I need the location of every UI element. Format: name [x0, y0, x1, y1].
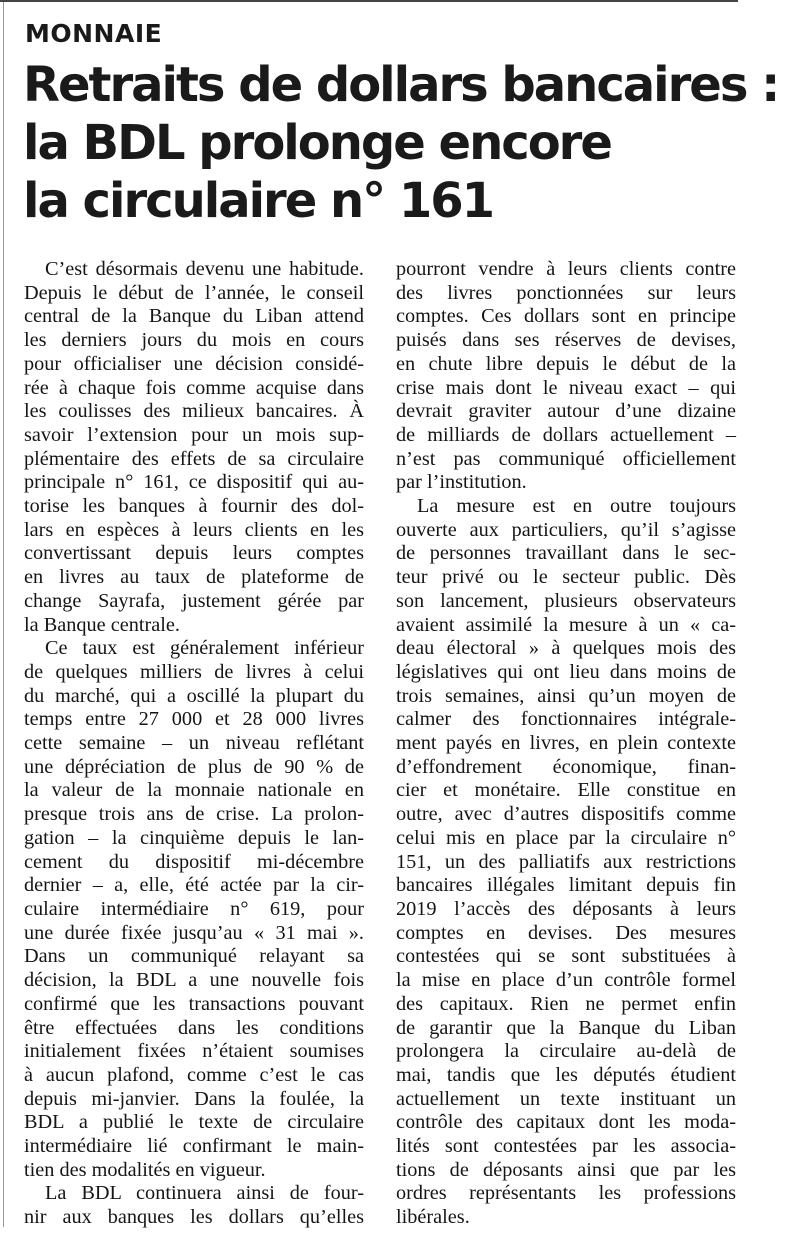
- text-line: ordres représentants les professions: [396, 1182, 736, 1205]
- text-line: Dans un communiqué relayant sa: [24, 945, 364, 968]
- text-line: celui mis en place par la circulaire n°: [396, 826, 736, 849]
- article-paragraph: [24, 258, 364, 637]
- text-line: central de la Banque du Liban attend: [24, 305, 364, 328]
- text-line: n’est pas communiqué officiellement: [396, 447, 736, 470]
- text-line: outre, avec d’autres dispositifs comme: [396, 803, 736, 826]
- text-line: cement du dispositif mi-décembre: [24, 850, 364, 873]
- text-line: une dépréciation de plus de 90 % de: [24, 755, 364, 778]
- text-line: législatives qui ont lieu dans moins de: [396, 660, 736, 683]
- text-line: des livres ponctionnées sur leurs: [396, 281, 736, 304]
- text-line: intermédiaire lié confirmant le main-: [24, 1135, 364, 1158]
- article-paragraph: [396, 258, 736, 495]
- article-paragraph: [396, 495, 736, 1230]
- text-line: prolongera la circulaire au-delà de: [396, 1040, 736, 1063]
- text-line: contestées qui se sont substituées à: [396, 945, 736, 968]
- text-line: convertissant depuis leurs comptes: [24, 542, 364, 565]
- text-line: presque trois ans de crise. La prolon-: [24, 803, 364, 826]
- text-line: décision, la BDL a une nouvelle fois: [24, 969, 364, 992]
- text-line: lars en espèces à leurs clients en les: [24, 518, 364, 541]
- text-line: 151, un des palliatifs aux restrictions: [396, 850, 736, 873]
- headline-line: la BDL prolonge encore: [23, 115, 611, 171]
- text-line: avaient assimilé la mesure à un « ca-: [396, 613, 736, 636]
- text-line: ment payés en livres, en plein contexte: [396, 732, 736, 755]
- section-rubric: MONNAIE: [25, 19, 163, 48]
- article-paragraph: [24, 637, 364, 1182]
- text-line: Ce taux est généralement inférieur: [45, 637, 364, 660]
- text-line: trois semaines, ainsi qu’un moyen de: [396, 684, 736, 707]
- text-line: comptes. Ces dollars sont en principe: [396, 305, 736, 328]
- text-line: mai, tandis que les députés étudient: [396, 1063, 736, 1086]
- text-line: Depuis le début de l’année, le conseil: [24, 281, 364, 304]
- text-line: 2019 l’accès des déposants à leurs: [396, 897, 736, 920]
- text-line: crise mais dont le niveau exact – qui: [396, 376, 736, 399]
- article-column-right: [396, 258, 736, 1230]
- text-line: une durée fixée jusqu’au « 31 mai ».: [24, 921, 364, 944]
- left-margin-rule: [3, 2, 4, 1227]
- text-line: La mesure est en outre toujours: [417, 495, 736, 518]
- text-line: contrôle des capitaux dont les moda-: [396, 1111, 736, 1134]
- text-line: change Sayrafa, justement gérée par: [24, 589, 364, 612]
- text-line: teur privé ou le secteur public. Dès: [396, 566, 736, 589]
- text-line: comptes en devises. Des mesures: [396, 921, 736, 944]
- text-line: initialement fixées n’étaient soumises: [24, 1040, 364, 1063]
- text-line: puisés dans ses réserves de devises,: [396, 329, 736, 352]
- text-line: savoir l’extension pour un mois sup-: [24, 423, 364, 446]
- text-line: de personnes travaillant dans le sec-: [396, 542, 736, 565]
- text-line: rée à chaque fois comme acquise dans: [24, 376, 364, 399]
- text-line: gation – la cinquième depuis le lan-: [24, 826, 364, 849]
- text-line: devrait graviter autour d’une dizaine: [396, 400, 736, 423]
- text-line: tions de déposants ainsi que par les: [396, 1158, 736, 1181]
- article-paragraph: [24, 1182, 364, 1229]
- text-line: depuis mi-janvier. Dans la foulée, la: [24, 1087, 364, 1110]
- text-line: en chute libre depuis le début de la: [396, 352, 736, 375]
- text-line: pourront vendre à leurs clients contre: [396, 258, 736, 280]
- text-line: cette semaine – un niveau reflétant: [24, 732, 364, 755]
- text-line: être effectuées dans les conditions: [24, 1016, 364, 1039]
- text-line: en livres au taux de plateforme de: [24, 566, 364, 589]
- text-line: culaire intermédiaire n° 619, pour: [24, 897, 364, 920]
- text-line: les derniers jours du mois en cours: [24, 329, 364, 352]
- text-line: de garantir que la Banque du Liban: [396, 1016, 736, 1039]
- article-column-left: [24, 258, 364, 1230]
- text-line: la mise en place d’un contrôle formel: [396, 969, 736, 992]
- headline-line: Retraits de dollars bancaires :: [23, 57, 779, 113]
- text-line: lités sont contestées par les associa-: [396, 1135, 736, 1158]
- text-line: C’est désormais devenu une habitude.: [45, 258, 364, 280]
- top-rule: [0, 0, 738, 2]
- text-line: calmer des fonctionnaires intégrale-: [396, 708, 736, 731]
- text-line: son lancement, plusieurs observateurs: [396, 589, 736, 612]
- text-line: pour officialiser une décision considé-: [24, 352, 364, 375]
- text-line: dernier – a, elle, été actée par la cir-: [24, 874, 364, 897]
- text-line: deau électoral » à quelques mois des: [396, 637, 736, 660]
- text-line: par l’institution.: [396, 471, 527, 494]
- text-line: BDL a publié le texte de circulaire: [24, 1111, 364, 1134]
- text-line: confirmé que les transactions pouvant: [24, 992, 364, 1015]
- text-line: temps entre 27 000 et 28 000 livres: [24, 708, 364, 731]
- text-line: libérales.: [396, 1206, 470, 1229]
- text-line: la valeur de la monnaie nationale en: [24, 779, 364, 802]
- article-headline: [23, 56, 793, 230]
- text-line: les coulisses des milieux bancaires. À: [24, 400, 364, 423]
- text-line: de milliards de dollars actuellement –: [396, 423, 736, 446]
- text-line: ouverte aux particuliers, qu’il s’agisse: [396, 518, 736, 541]
- text-line: de quelques milliers de livres à celui: [24, 660, 364, 683]
- text-line: cier et monétaire. Elle constitue en: [396, 779, 736, 802]
- text-line: plémentaire des effets de sa circulaire: [24, 447, 364, 470]
- text-line: tien des modalités en vigueur.: [24, 1158, 266, 1181]
- text-line: La BDL continuera ainsi de four-: [45, 1182, 364, 1205]
- text-line: actuellement un texte instituant un: [396, 1087, 736, 1110]
- text-line: torise les banques à fournir des dol-: [24, 495, 364, 518]
- text-line: du marché, qui a oscillé la plupart du: [24, 684, 364, 707]
- text-line: principale n° 161, ce dispositif qui au-: [24, 471, 364, 494]
- text-line: bancaires illégales limitant depuis fin: [396, 874, 736, 897]
- headline-line: la circulaire n° 161: [23, 173, 494, 229]
- text-line: nir aux banques les dollars qu’elles: [24, 1206, 364, 1229]
- text-line: d’effondrement économique, finan-: [396, 755, 736, 778]
- text-line: à aucun plafond, comme c’est le cas: [24, 1063, 364, 1086]
- text-line: la Banque centrale.: [24, 613, 180, 636]
- text-line: des capitaux. Rien ne permet enfin: [396, 992, 736, 1015]
